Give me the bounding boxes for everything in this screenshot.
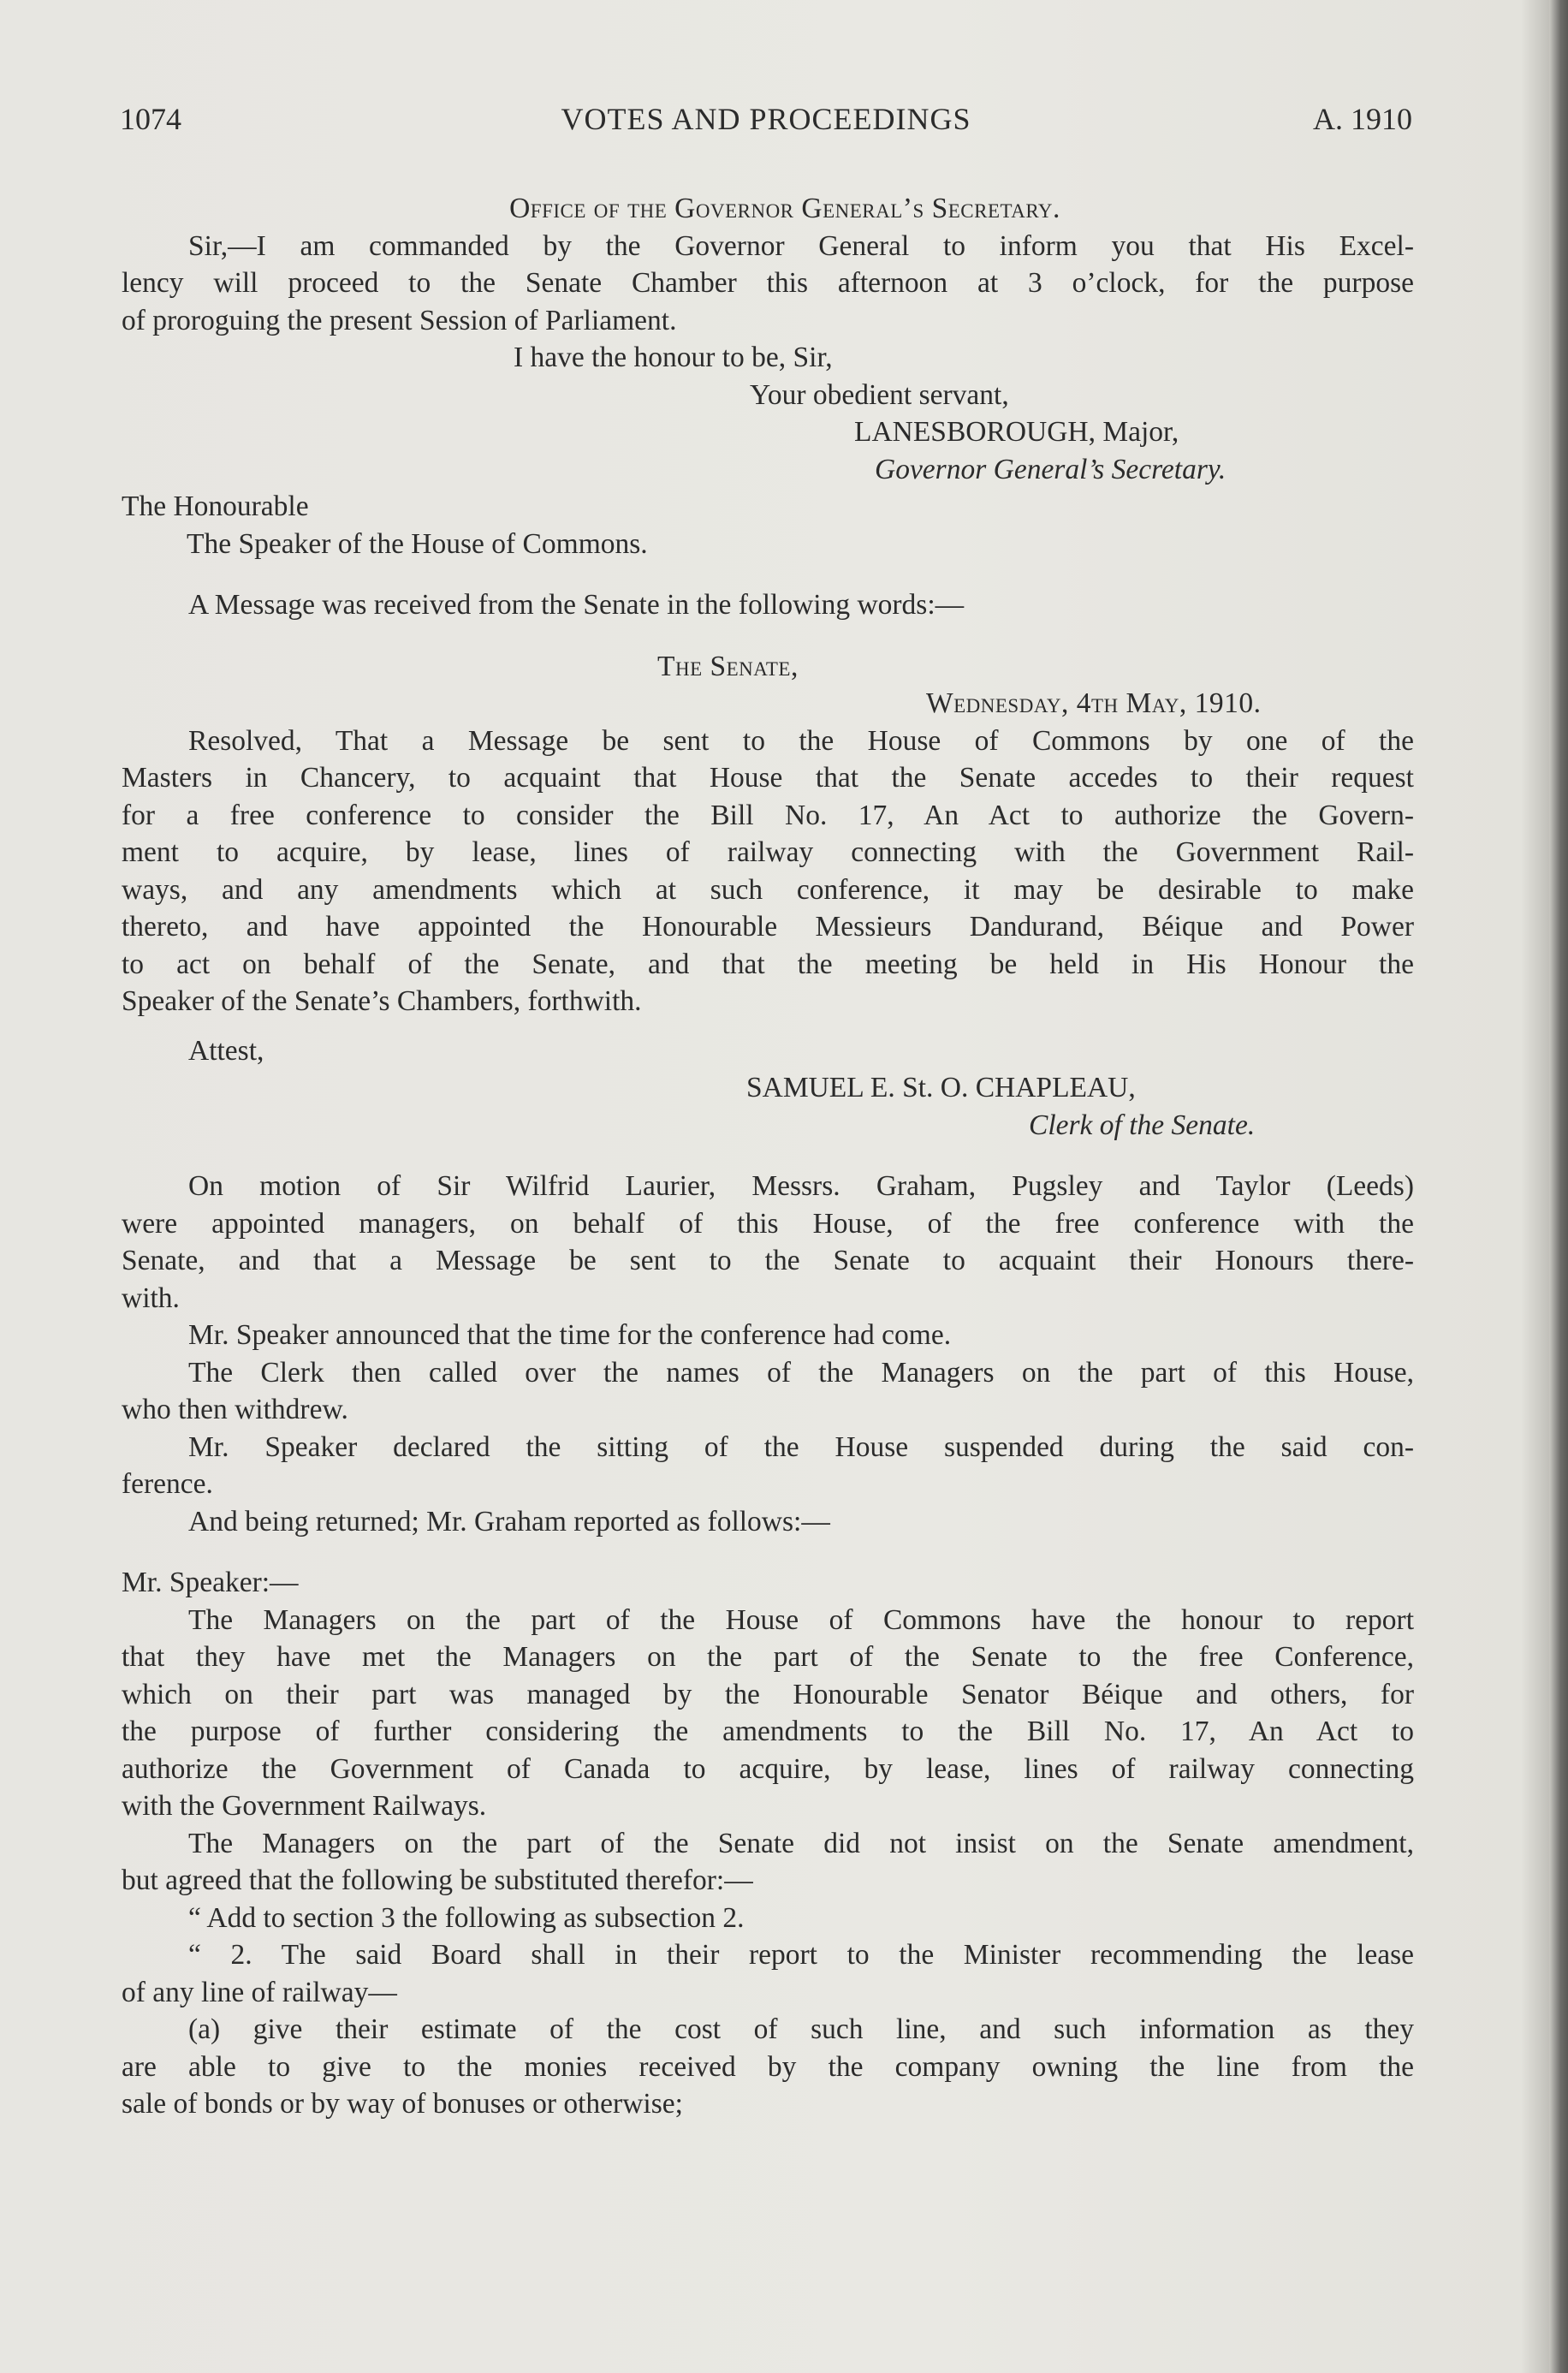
- text-line: ference.: [122, 1468, 213, 1500]
- session-label: A. 1910: [1313, 102, 1412, 136]
- text-line: that they have met the Managers on the part of the Senate to the free Conference,: [122, 1641, 1414, 1673]
- office-heading: Office of the Governor General’s Secretary.: [509, 193, 1060, 224]
- message-intro: A Message was received from the Senate in the following words:—: [188, 589, 965, 621]
- text-line: Resolved, That a Message be sent to the House of Commons by one of the: [188, 724, 1414, 757]
- page-number: 1074: [120, 102, 181, 136]
- senate-date: Wednesday, 4th May, 1910.: [926, 687, 1262, 719]
- text-line: the purpose of further considering the amendments to the Bill No. 17, An Act to: [122, 1716, 1414, 1747]
- text-line: “ Add to section 3 the following as subsection 2.: [188, 1901, 745, 1934]
- text-line: with.: [122, 1282, 180, 1314]
- text-line: Mr. Speaker announced that the time for the conference had come.: [188, 1319, 952, 1351]
- text-line: Senate, and that a Message be sent to the Senate to acquaint their Honours there-: [122, 1245, 1414, 1276]
- text-line: were appointed managers, on behalf of this House, of the free conference with the: [122, 1207, 1414, 1240]
- text-line: ment to acquire, by lease, lines of railway connecting with the Government Rail-: [122, 836, 1414, 868]
- text-line: which on their part was managed by the Honourable Senator Béique and others, for: [122, 1678, 1414, 1710]
- text-line: of any line of railway—: [122, 1976, 397, 2008]
- document-body: [122, 190, 1414, 2123]
- text-line: with the Government Railways.: [122, 1790, 487, 1822]
- text-line: “ 2. The said Board shall in their report to the Minister recommending the lease: [188, 1939, 1414, 1971]
- addressee-line: The Speaker of the House of Commons.: [187, 527, 648, 560]
- text-line: sale of bonds or by way of bonuses or otherwise;: [122, 2088, 683, 2120]
- text-line: Speaker of the Senate’s Chambers, forthwith.: [122, 985, 642, 1017]
- addressee-line: The Honourable: [122, 491, 309, 522]
- attest-label: Attest,: [188, 1034, 264, 1067]
- senate-heading: The Senate,: [657, 650, 799, 682]
- text-line: but agreed that the following be substituted therefor:—: [122, 1864, 753, 1896]
- text-line: thereto, and have appointed the Honourable Messieurs Dandurand, Béique and Power: [122, 911, 1414, 943]
- header-title: VOTES AND PROCEEDINGS: [561, 102, 971, 136]
- text-line: for a free conference to consider the Bill No. 17, An Act to authorize the Govern-: [122, 799, 1414, 831]
- report-body: [122, 1602, 1414, 2123]
- text-line: Sir,—I am commanded by the Governor General to inform you that His Excel-: [188, 229, 1414, 262]
- book-spine-shadow: [1549, 0, 1568, 2373]
- text-line: are able to give to the monies received by the company owning the line from the: [122, 2050, 1414, 2083]
- senate-resolution: [122, 723, 1414, 1020]
- clerk-signature: SAMUEL E. St. O. CHAPLEAU,: [746, 1072, 1136, 1103]
- text-line: And being returned; Mr. Graham reported as follows:—: [188, 1505, 830, 1537]
- letter-closing: I have the honour to be, Sir,: [514, 342, 833, 373]
- running-header: [120, 101, 1412, 144]
- letter-closing-servant: Your obedient servant,: [750, 378, 1009, 411]
- text-line: of proroguing the present Session of Parliament.: [122, 304, 677, 336]
- text-line: lency will proceed to the Senate Chamber this afternoon at 3 o’clock, for the purpose: [122, 267, 1414, 299]
- text-line: ways, and any amendments which at such conference, it may be desirable to make: [122, 873, 1414, 906]
- text-line: The Clerk then called over the names of the Managers on the part of this House,: [188, 1356, 1414, 1389]
- letter-signature-title: Governor General’s Secretary.: [875, 453, 1226, 485]
- report-salutation: Mr. Speaker:—: [122, 1567, 299, 1598]
- text-line: to act on behalf of the Senate, and that the meeting be held in His Honour the: [122, 948, 1414, 980]
- clerk-title: Clerk of the Senate.: [1029, 1109, 1256, 1141]
- letter-body: [122, 228, 1414, 340]
- text-line: The Managers on the part of the Senate did not insist on the Senate amendment,: [188, 1827, 1414, 1859]
- text-line: Mr. Speaker declared the sitting of the House suspended during the said con-: [188, 1430, 1414, 1463]
- text-line: who then withdrew.: [122, 1394, 348, 1425]
- text-line: authorize the Government of Canada to acquire, by lease, lines of railway connecting: [122, 1752, 1414, 1785]
- text-line: On motion of Sir Wilfrid Laurier, Messrs. Graham, Pugsley and Taylor (Leeds): [188, 1170, 1414, 1202]
- text-line: Masters in Chancery, to acquaint that House that the Senate accedes to their request: [122, 762, 1414, 794]
- proceedings: [122, 1168, 1414, 1540]
- letter-signature: LANESBOROUGH, Major,: [854, 416, 1179, 448]
- text-line: The Managers on the part of the House of Commons have the honour to report: [188, 1603, 1414, 1636]
- text-line: (a) give their estimate of the cost of such line, and such information as they: [188, 2013, 1414, 2045]
